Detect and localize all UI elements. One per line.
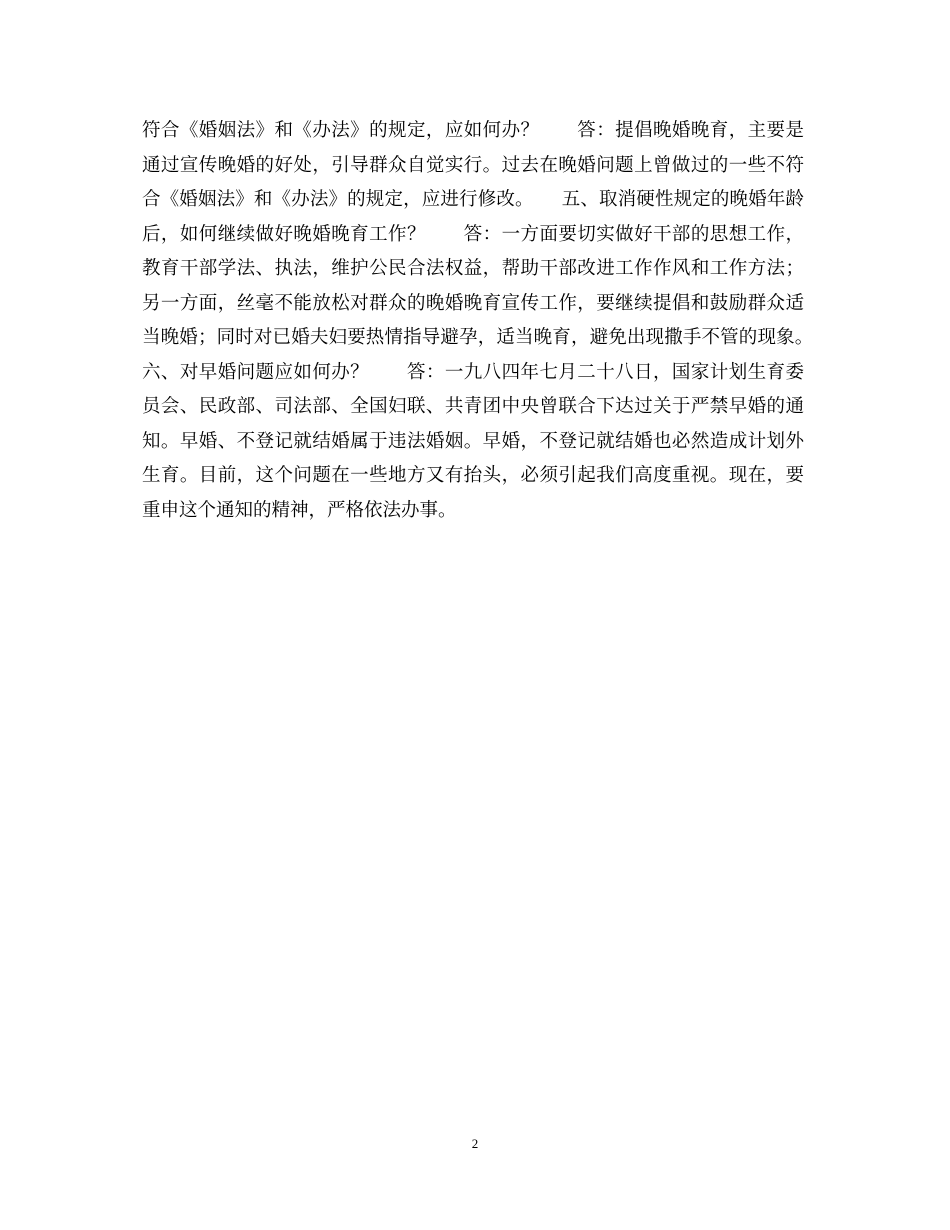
body-paragraph: 符合《婚姻法》和《办法》的规定，应如何办？ 答：提倡晚婚晚育，主要是通过宣传晚婚的好处，引导群众自觉实行。过去在晚婚问题上曾做过的一些不符合《婚姻法》和《办法》的规定，应进行修改。 五、取消硬性规定的晚婚年龄后，如何继续做好晚婚晚育工作？ 答：一方面要切实做好干部的思想工作，教育干部学法、执法，维护公民合法权益，帮助干部改进工作作风和工作方法；另一方面，丝毫不能放松对群众的晚婚晚育宣传工作，要继续提倡和鼓励群众适当晚婚；同时对已婚夫妇要热情指导避孕，适当晚育，避免出现撒手不管的现象。 六、对早婚问题应如何办？ 答：一九八四年七月二十八日，国家计划生育委员会、民政部、司法部、全国妇联、共青团中央曾联合下达过关于严禁早婚的通知。早婚、不登记就结婚属于违法婚姻。早婚，不登记就结婚也必然造成计划外生育。目前，这个问题在一些地方又有抬头，必须引起我们高度重视。现在，要重申这个通知的精神，严格依法办事。 xyxy=(142,120,842,521)
page-number: 2 xyxy=(471,1136,479,1151)
